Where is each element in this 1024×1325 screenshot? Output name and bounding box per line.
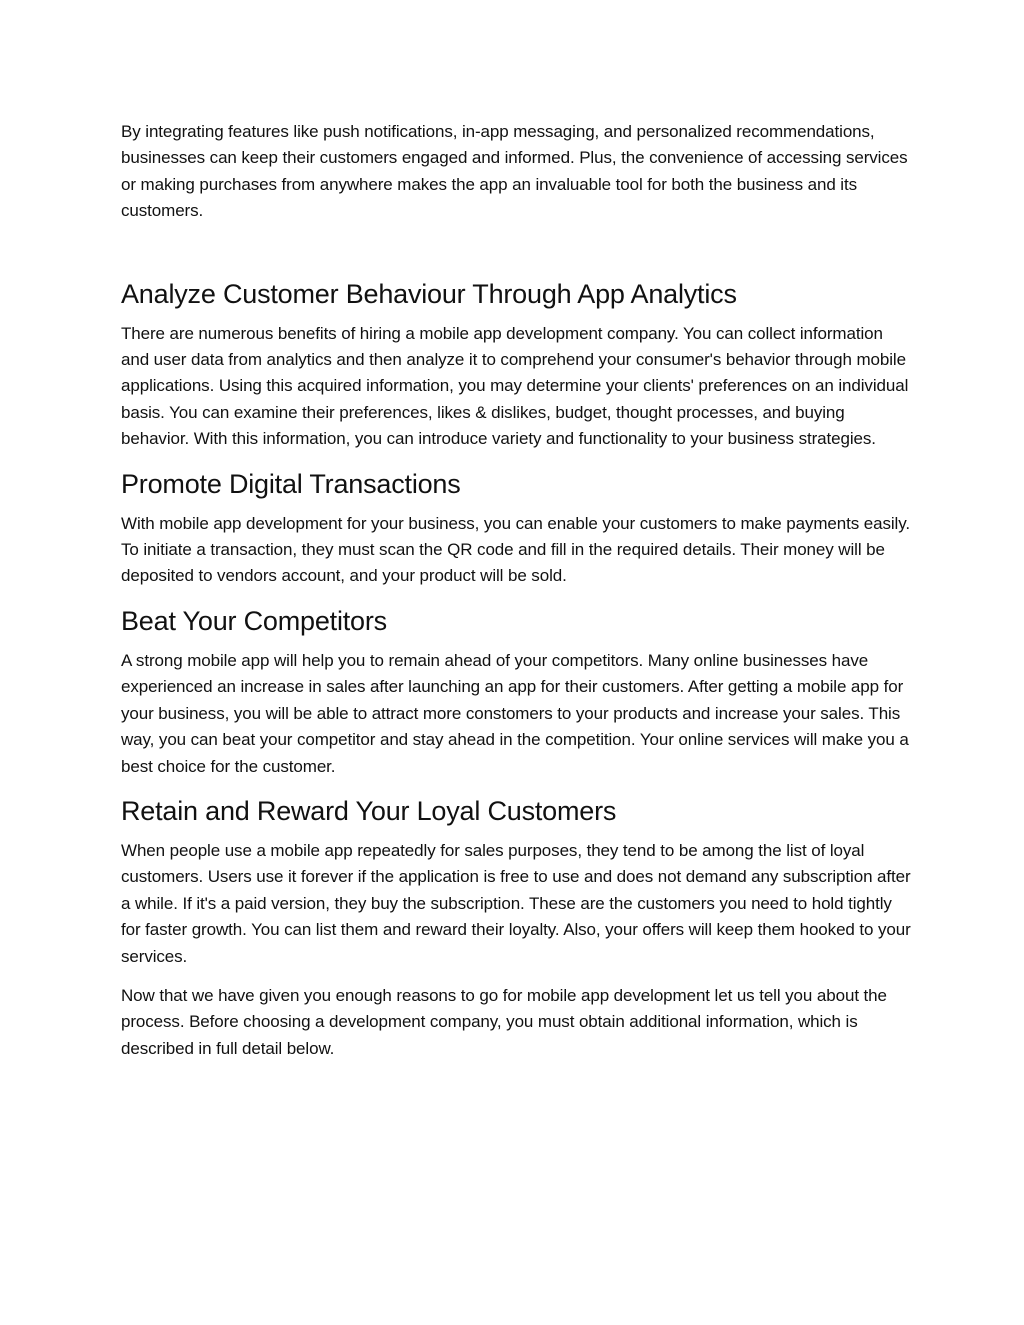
section-heading-beat: Beat Your Competitors	[121, 605, 387, 636]
document-page	[121, 119, 911, 1062]
section-heading-promote: Promote Digital Transactions	[121, 468, 461, 499]
section-body-analyze: There are numerous benefits of hiring a mobile app development company. You can collect information and user data from analytics and then analyze it to comprehend your consumer's behavior through mobile applications. Using this acquired information, you may determine your clients' preferences on an individual basis. You can examine their preferences, likes & dislikes, budget, thought processes, and buying behavior. With this information, you can introduce variety and functionality to your business strategies.	[121, 323, 909, 449]
section-body-retain: When people use a mobile app repeatedly for sales purposes, they tend to be among the list of loyal customers. Users use it forever if the application is free to use and does not demand any subscription after a while. If it's a paid version, they buy the subscription. These are the customers you need to hold tightly for faster growth. You can list them and reward their loyalty. Also, your offers will keep them hooked to your services.	[121, 840, 911, 966]
closing-paragraph: Now that we have given you enough reasons to go for mobile app development let us tell you about the process. Before choosing a development company, you must obtain additional information, which is described in full detail below.	[121, 985, 887, 1058]
section-heading-retain: Retain and Reward Your Loyal Customers	[121, 795, 617, 826]
section-body-promote: With mobile app development for your business, you can enable your customers to make payments easily. To initiate a transaction, they must scan the QR code and fill in the required details. Their money will be deposited to vendors account, and your product will be sold.	[121, 513, 910, 586]
intro-paragraph: By integrating features like push notifications, in-app messaging, and personalized recommendations, businesses can keep their customers engaged and informed. Plus, the convenience of accessing services or making purchases from anywhere makes the app an invaluable tool for both the business and its customers.	[121, 122, 908, 221]
section-heading-analyze: Analyze Customer Behaviour Through App Analytics	[121, 278, 737, 309]
section-body-beat: A strong mobile app will help you to remain ahead of your competitors. Many online businesses have experienced an increase in sales after launching an app for their customers. After getting a mobile app for your business, you will be able to attract more constomers to your products and increase your sales. This way, you can beat your competitor and stay ahead in the competition. Your online services will make you a best choice for the customer.	[121, 650, 909, 776]
